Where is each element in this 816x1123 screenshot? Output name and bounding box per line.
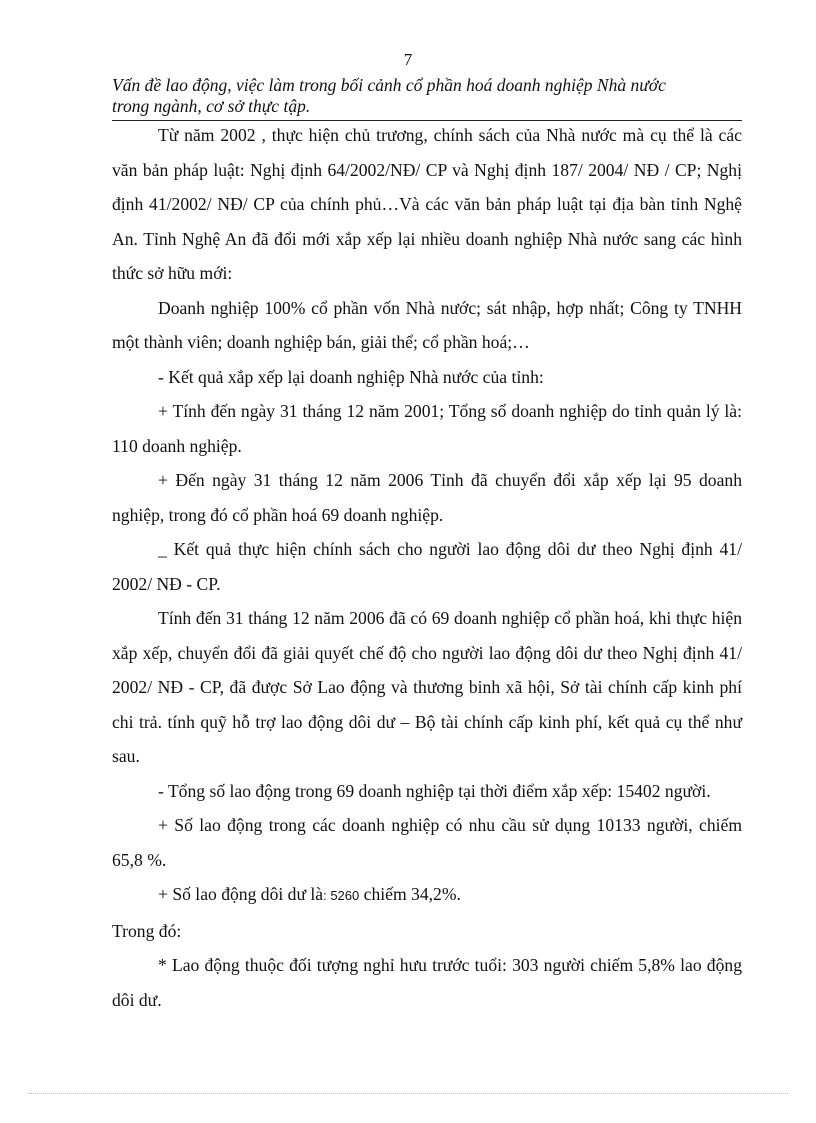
running-header: [112, 75, 742, 117]
paragraph-text: chiếm 34,2%.: [359, 884, 461, 904]
page-bottom-divider: [28, 1093, 788, 1094]
paragraph: Từ năm 2002 , thực hiện chủ trương, chính sách của Nhà nước mà cụ thể là các văn bản pháp luật: Nghị định 64/2002/NĐ/ CP và Nghị định 187/ 2004/ NĐ / CP; Nghị định 41/2002/ NĐ/ CP của chính phủ…Và các văn bản pháp luật tại địa bàn tỉnh Nghệ An. Tỉnh Nghệ An đã đổi mới xắp xếp lại nhiều doanh nghiệp Nhà nước sang các hình thức sở hữu mới:: [112, 125, 742, 283]
paragraph-number: : 5260: [323, 888, 360, 903]
header-line-2: trong ngành, cơ sở thực tập.: [112, 96, 311, 116]
paragraph: - Kết quả xắp xếp lại doanh nghiệp Nhà nước của tỉnh:: [158, 366, 544, 387]
paragraph: Trong đó:: [112, 920, 182, 941]
paragraph: + Tính đến ngày 31 tháng 12 năm 2001; Tổng số doanh nghiệp do tỉnh quản lý là: 110 doanh nghiệp.: [112, 401, 742, 456]
paragraph: Tính đến 31 tháng 12 năm 2006 đã có 69 doanh nghiệp cổ phần hoá, khi thực hiện xắp xếp, chuyển đổi đã giải quyết chế độ cho người lao động dôi dư theo Nghị định 41/ 2002/ NĐ - CP, đã được Sở Lao động và thương binh xã hội, Sở tài chính cấp kinh phí chi trả. tính quỹ hỗ trợ lao động dôi dư – Bộ tài chính cấp kinh phí, kết quả cụ thể như sau.: [112, 608, 742, 766]
page-number: 7: [403, 50, 413, 69]
paragraph: Doanh nghiệp 100% cổ phần vốn Nhà nước; sát nhập, hợp nhất; Công ty TNHH một thành viên; doanh nghiệp bán, giải thể; cổ phần hoá;…: [112, 297, 742, 352]
header-line-1: Vấn đề lao động, việc làm trong bối cảnh cổ phần hoá doanh nghiệp Nhà nước: [112, 75, 666, 95]
paragraph: [112, 877, 742, 914]
paragraph: * Lao động thuộc đối tượng nghỉ hưu trước tuổi: 303 người chiếm 5,8% lao động dôi dư.: [112, 955, 742, 1010]
paragraph: + Đến ngày 31 tháng 12 năm 2006 Tỉnh đã chuyển đổi xắp xếp lại 95 doanh nghiệp, trong đó cổ phần hoá 69 doanh nghiệp.: [112, 470, 742, 525]
paragraph: _ Kết quả thực hiện chính sách cho người lao động dôi dư theo Nghị định 41/ 2002/ NĐ - CP.: [112, 539, 742, 594]
paragraph: + Số lao động trong các doanh nghiệp có nhu cầu sử dụng 10133 người, chiếm 65,8 %.: [112, 815, 742, 870]
paragraph: - Tổng số lao động trong 69 doanh nghiệp tại thời điểm xắp xếp: 15402 người.: [158, 780, 711, 801]
paragraph-text: + Số lao động dôi dư là: [158, 884, 324, 904]
document-body: [112, 118, 742, 1017]
